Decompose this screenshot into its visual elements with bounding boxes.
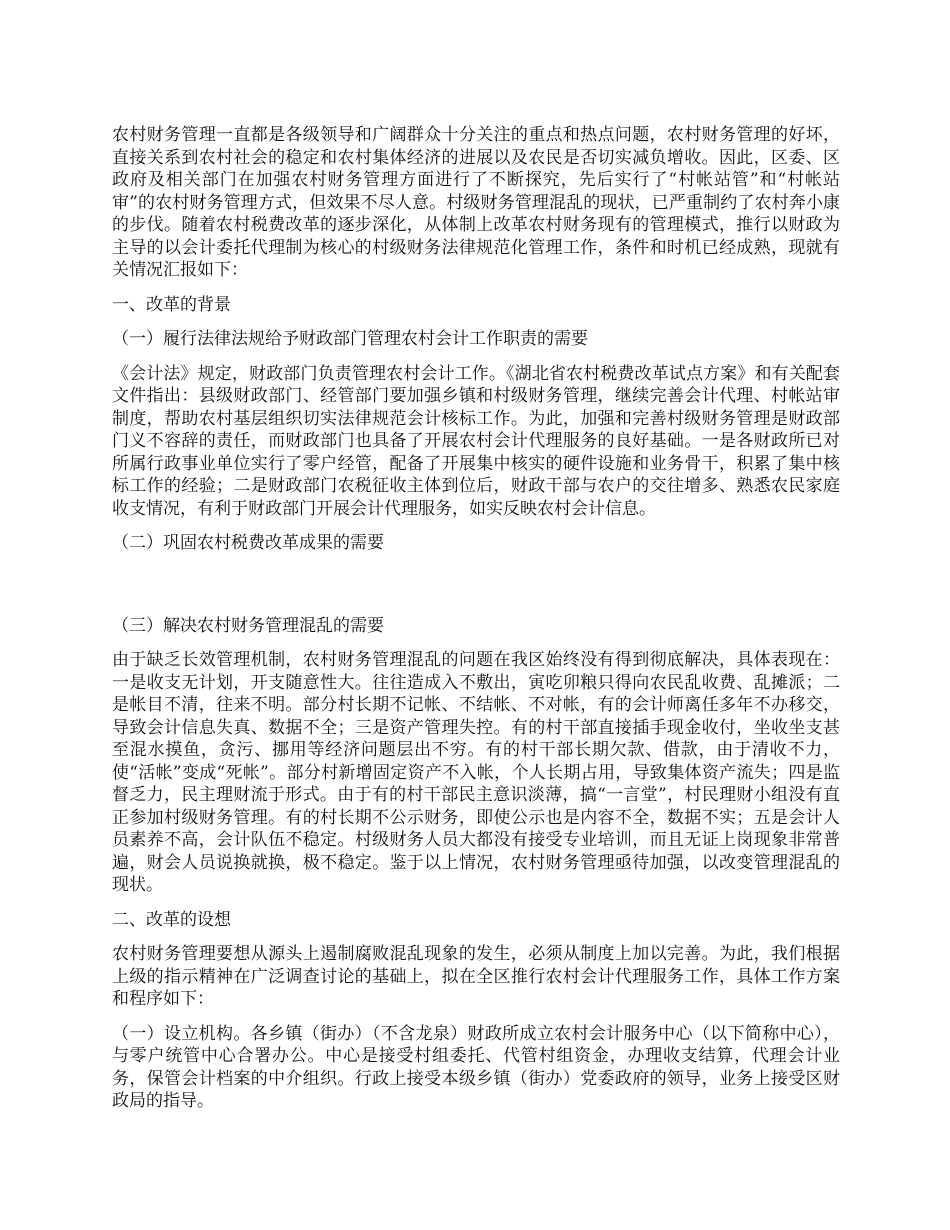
blank-space xyxy=(112,567,840,615)
body-paragraph-set-up-agency: （一）设立机构。各乡镇（街办）（不含龙泉）财政所成立农村会计服务中心（以下简称中心），与零户统管中心合署办公。中心是接受村组委托、代管村组资金，办理收支结算，代理会计业务，保管会计档案的中介组织。行政上接受本级乡镇（街办）党委政府的领导，业务上接受区财政局的指导。 xyxy=(112,1023,840,1111)
section-heading-plan: 二、改革的设想 xyxy=(112,909,231,930)
subsection-heading-2: （二）巩固农村税费改革成果的需要 xyxy=(112,533,384,553)
document-body xyxy=(112,124,840,1125)
subsection-heading-1: （一）履行法律法规给予财政部门管理农村会计工作职责的需要 xyxy=(112,329,588,349)
subsection-heading-3: （三）解决农村财务管理混乱的需要 xyxy=(112,615,384,636)
body-paragraph-plan-intro: 农村财务管理要想从源头上遏制腐败混乱现象的发生，必须从制度上加以完善。为此，我们根据上级的指示精神在广泛调查讨论的基础上，拟在全区推行农村会计代理服务工作，具体工作方案和程序如下： xyxy=(112,944,840,1009)
body-paragraph-management-chaos: 由于缺乏长效管理机制，农村财务管理混乱的问题在我区始终没有得到彻底解决，具体表现在：一是收支无计划，开支随意性大。往往造成入不敷出，寅吃卯粮只得向农民乱收费、乱摊派；二是帐目不清，往来不明。部分村长期不记帐、不结帐、不对帐，有的会计师离任多年不办移交，导致会计信息失真、数据不全；三是资产管理失控。有的村干部直接插手现金收付，坐收坐支甚至混水摸鱼，贪污、挪用等经济问题层出不穷。有的村干部长期欠款、借款，由于清收不力，使“活帐”变成“死帐”。部分村新增固定资产不入帐，个人长期占用，导致集体资产流失；四是监督乏力，民主理财流于形式。由于有的村干部民主意识淡薄，搞“一言堂”，村民理财小组没有直正参加村级财务管理。有的村长期不公示财务，即使公示也是内容不全，数据不实；五是会计人员素养不高，会计队伍不稳定。村级财务人员大都没有接受专业培训，而且无证上岗现象非常普遍，财会人员说换就换，极不稳定。鉴于以上情况，农村财务管理亟待加强，以改变管理混乱的现状。 xyxy=(112,650,840,895)
body-paragraph-accounting-law: 《会计法》规定，财政部门负责管理农村会计工作。《湖北省农村税费改革试点方案》和有关配套文件指出：县级财政部门、经管部门要加强乡镇和村级财务管理，继续完善会计代理、村帐站审制度，帮助农村基层组织切实法律规范会计核标工作。为此，加强和完善村级财务管理是财政部门义不容辞的责任，而财政部门也具备了开展农村会计代理服务的良好基础。一是各财政所已对所属行政事业单位实行了零户经管，配备了开展集中核实的硬件设施和业务骨干，积累了集中核标工作的经验；二是财政部门农税征收主体到位后，财政干部与农户的交往增多、熟悉农民家庭收支情况，有利于财政部门开展会计代理服务，如实反映农村会计信息。 xyxy=(112,363,840,519)
intro-paragraph: 农村财务管理一直都是各级领导和广阔群众十分关注的重点和热点问题，农村财务管理的好坏，直接关系到农村社会的稳定和农村集体经济的进展以及农民是否切实减负增收。因此，区委、区政府及相关部门在加强农村财务管理方面进行了不断探究，先后实行了“村帐站管”和“村帐站审”的农村财务管理方式，但效果不尽人意。村级财务管理混乱的现状，已严重制约了农村奔小康的步伐。随着农村税费改革的逐步深化，从体制上改革农村财务现有的管理模式，推行以财政为主导的以会计委托代理制为核心的村级财务法律规范化管理工作，条件和时机已经成熟，现就有关情况汇报如下： xyxy=(112,125,840,280)
section-heading-background: 一、改革的背景 xyxy=(112,294,231,315)
